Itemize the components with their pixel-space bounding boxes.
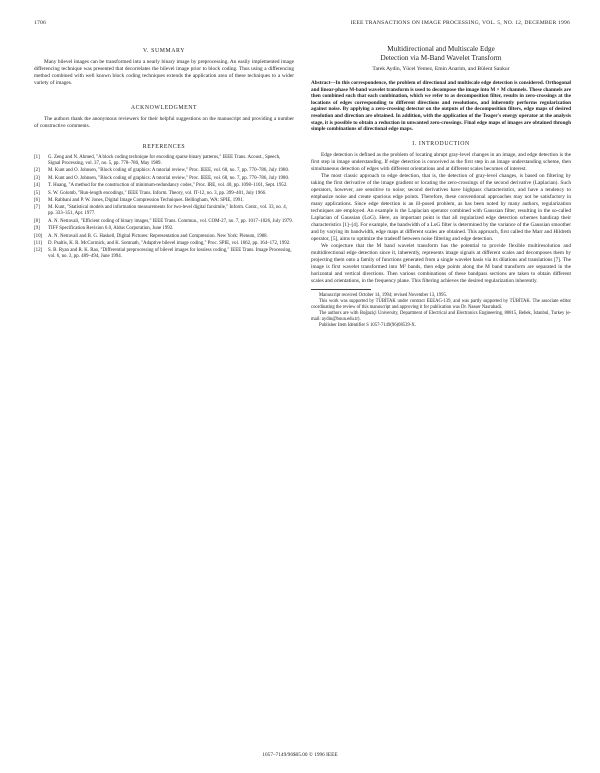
running-header: [34, 20, 570, 30]
journal-title: IEEE TRANSACTIONS ON IMAGE PROCESSING, VOL. 5, NO. 12, DECEMBER 1996: [350, 20, 570, 26]
reference-text: D. Psaltis, K. R. McCormick, and K. Somnath, "Adaptive bilevel image coding," Proc. SPIE, vol. 1662, pp. 164–172, 1992.: [48, 240, 291, 246]
abstract: Abstract—In this correspondence, the problem of directional and multiscale edge detection is considered. Orthogonal and linear-phase M-band wavelet transform is used to decompose the image into M × M channels. These channels are then combined such that each combination, which we refer to as decomposition filter, results in zero-crossings at the locations of edges corresponding to different directions and resolutions, and inherently performs regularization against noise. By applying a zero-crossing detector on the outputs of the decomposition filters, edge maps of desired resolution and direction are obtained. In addition, with the application of the Teager's energy operator at the analysis stage, it is possible to obtain a reduction in unwanted zero-crossings. Final edge maps of images are obtained through simple combinations of directional edge maps.: [311, 80, 571, 133]
reference-item: [34, 155, 294, 167]
summary-heading: V. SUMMARY: [143, 48, 185, 54]
reference-number: [2]: [34, 168, 40, 174]
footnotes: [311, 293, 571, 329]
reference-text: S. B. Ryan and R. K. Rao, "Differential preprocessing of bilevel images for lossless coding," IEEE Trans. Image Processing, vol. 6, no. 3, pp. 489–494, June 1994.: [48, 248, 292, 260]
reference-item: [34, 168, 294, 174]
intro-paragraph-1: Edge detection is defined as the problem of locating abrupt gray-level changes in an image, and edge detection is the first step in image understanding. If edge detection is conceived as the first step in an image understanding scheme, then simultaneous detection of edges with different orientations and at different scales becomes of interest.: [311, 151, 571, 172]
article-title-line1: Multidirectional and Multiscale Edge: [387, 45, 495, 53]
reference-text: M. Kunt and O. Johnsen, "Block coding of graphics: A tutorial review," Proc. IEEE, vol. 68, no. 7, pp. 770–786, July 1980.: [48, 175, 290, 181]
reference-item: [34, 183, 294, 189]
footnote-received: Manuscript received October 14, 1994; revised November 13, 1995.: [319, 292, 447, 298]
reference-item: [34, 234, 294, 240]
reference-text: M. Rabbani and P. W. Jones, Digital Image Compression Techniques. Bellingham, WA: SPIE, 1991.: [48, 197, 244, 203]
reference-number: [12]: [34, 248, 43, 254]
reference-text: S. W. Golomb, "Run-length encodings," IEEE Trans. Inform. Theory, vol. IT-12, no. 3, pp. 399–401, July 1966.: [48, 190, 267, 196]
summary-paragraph: Many bilevel images can be transformed into a nearly binary image by preprocessing. An easily implemented image differencing technique was presented that decorrelates the bilevel image prior to block coding. Thus using a differencing method combined with well known block coding techniques extends the application area of these techniques to a wider variety of images.: [34, 59, 294, 86]
reference-text: G. Zeng and N. Ahmed, "A block coding technique for encoding sparse binary patterns," IEEE Trans. Acoust., Speech, Signal Processing, vol. 37, no. 5, pp. 778–780, May 1989.: [48, 155, 281, 166]
reference-number: [5]: [34, 190, 40, 196]
reference-number: [9]: [34, 226, 40, 232]
references-heading: REFERENCES: [142, 144, 186, 150]
intro-paragraph-3: We conjecture that the M band wavelet transform has the potential to provide flexible multiresolution and multidirectional edge detection since it, inherently, represents image signals at different scales and decomposes them by projecting them onto a family of functions generated from a single wavelet basis via its dilations and translations [7]. The image is first wavelet transformed into M² bands, then edge points along the M band transform are separated in the horizontal and vertical directions. Then various combinations of these bandpass sections are taken to obtain different scales and orientations, in the frequency plane. This filtering achieves the desired regularization inherently.: [311, 242, 571, 284]
reference-list: [34, 155, 294, 260]
reference-number: [8]: [34, 218, 40, 224]
acknowledgment-paragraph: The authors thank the anonymous reviewers for their helpful suggestions on the manuscript and providing a number of constructive comments.: [34, 116, 294, 129]
reference-item: [34, 226, 294, 232]
reference-number: [6]: [34, 197, 40, 203]
reference-number: [3]: [34, 175, 40, 181]
introduction-heading: I. INTRODUCTION: [412, 140, 470, 147]
article-authors: Tarek Aydin, Yücel Yemez, Emin Anarim, and Bülent Sankur: [372, 66, 510, 72]
acknowledgment-heading: ACKNOWLEDGMENT: [130, 105, 198, 111]
reference-text: T. Huang, "A method for the construction of minimum-redundancy codes," Proc. IRE, vol. 40, pp. 1098–1101, Sept. 1952.: [48, 183, 288, 189]
reference-text: A. N. Netravali, "Efficient coding of binary images," IEEE Trans. Commun., vol. COM-27, no. 7, pp. 1017–1026, July 1979.: [48, 218, 293, 224]
reference-item: [34, 241, 294, 247]
reference-item: [34, 191, 294, 197]
reference-text: A. N. Netravali and B. G. Haskell, Digital Pictures: Representation and Compression. New York: Plenum, 1988.: [48, 233, 268, 239]
footnote-affiliation: The authors are with Boğaziçi University, Department of Electrical and Electronics Engineering, 80815, Bebek, İstanbul, Turkey (e-mail: aydin@boun.edu.tr).: [311, 310, 571, 322]
reference-number: [7]: [34, 205, 40, 211]
reference-text: M. Kunt, "Statistical models and information measurements for two-level digital facsimile," Inform. Contr., vol. 33, no. 4, pp. 333–351, Apr. 1977.: [48, 205, 287, 217]
reference-number: [4]: [34, 183, 40, 189]
reference-item: [34, 205, 294, 217]
page-number: 1706: [34, 20, 46, 26]
reference-item: [34, 198, 294, 204]
reference-item: [34, 219, 294, 225]
reference-number: [10]: [34, 233, 43, 239]
right-column: [311, 44, 571, 329]
footnote-support: This work was supported by TÜBİTAK under contract EEEAG-139, and was partly supported by TÜBİTAK. The associate editor coordinating the review of this manuscript and approving it for publication was Dr. Nasser Nasrabadi.: [311, 298, 571, 310]
footnote-identifier: Publisher Item Identifier S 1057-7149(96)08539-X.: [319, 322, 416, 328]
reference-item: [34, 248, 294, 260]
reference-text: M. Kunt and O. Johnsen, "Block coding of graphics: A tutorial review," Proc. IEEE, vol. 68, no. 7, pp. 770–786, July 1980.: [48, 168, 290, 174]
reference-number: [1]: [34, 155, 40, 160]
copyright-footer: 1057–7149/96$05.00 © 1996 IEEE: [262, 752, 338, 758]
footnote-divider: [311, 289, 371, 290]
intro-paragraph-2: The most classic approach to edge detection, that is, the detection of gray-level changes, is based on filtering by taking the first derivative of the image gradient or locating the zero-crossings of the second derivative (Laplacian). Such operators, however, are sensitive to noise; second derivatives have highpass characteristics, and have a tendency to emphasize noise and create spurious edge points. Therefore, these conventional approaches may not be satisfactory in many applications. Since edge detection is an ill-posed problem, as has been noted by many authors, regularization techniques are employed. An example is the Laplacian operator combined with Gaussian filter, resulting in the so-called Laplacian of Gaussian (LoG). Here, an important point is that all regularized edge detection schemes handicap their characteristics [1]–[4]. For example, the bandwidth of a LoG filter is determined by the variance of the Gaussian smoother and by varying its bandwidth, edge maps at different scales are obtained. This approach, first called the Marr and Hildreth operator, [5], aims to optimize the tradeoff between noise filtering and edge detection.: [311, 172, 571, 242]
reference-item: [34, 176, 294, 182]
left-column: [34, 44, 294, 262]
article-title-line2: Detection via M-Band Wavelet Transform: [380, 54, 502, 62]
reference-number: [11]: [34, 240, 42, 246]
reference-text: TIFF Specification Revision 6.0, Aldus Corporation, June 1992.: [48, 226, 174, 232]
article-title: [311, 45, 571, 63]
